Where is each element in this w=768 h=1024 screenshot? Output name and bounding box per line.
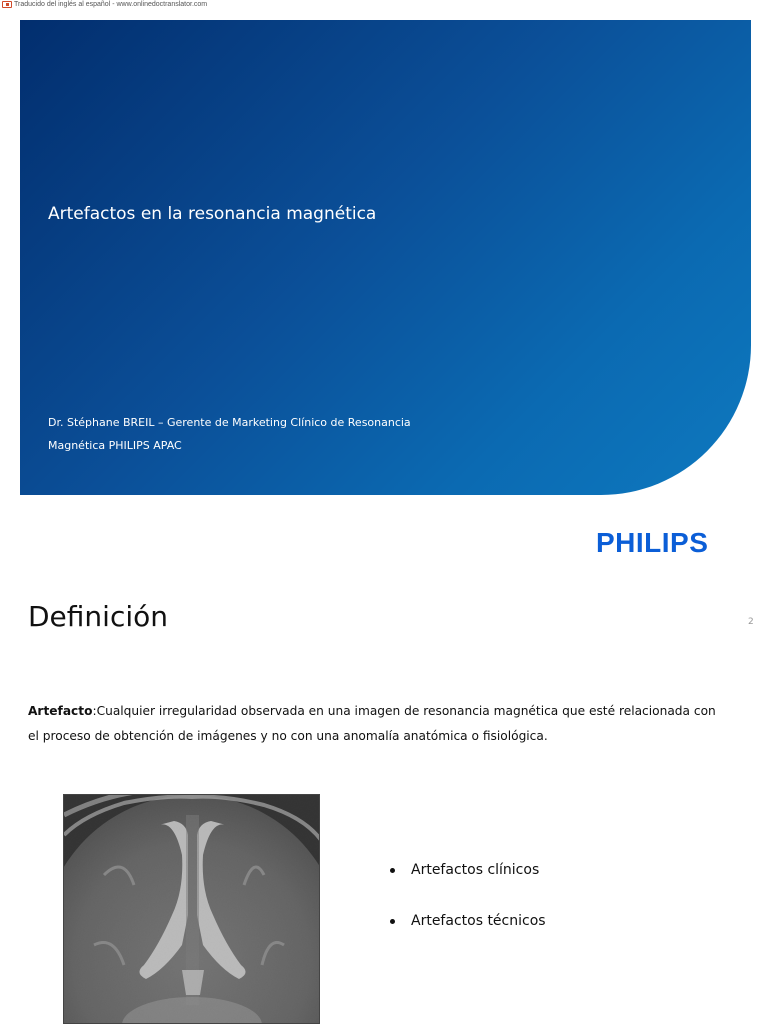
author-line-2: Magnética PHILIPS APAC bbox=[48, 439, 182, 452]
definition-paragraph bbox=[28, 699, 718, 749]
mri-brain-image bbox=[63, 794, 320, 1024]
presentation-title: Artefactos en la resonancia magnética bbox=[48, 204, 377, 224]
translator-banner-text: Traducido del inglés al español - www.onlinedoctranslator.com bbox=[14, 1, 208, 8]
page-number: 2 bbox=[748, 617, 754, 627]
bullet-icon bbox=[390, 868, 395, 873]
translate-icon bbox=[2, 1, 12, 8]
title-slide-panel bbox=[20, 20, 751, 495]
mri-brain-drawing bbox=[64, 795, 320, 1024]
author-info bbox=[48, 411, 468, 457]
definition-term: Artefacto bbox=[28, 704, 93, 718]
list-item bbox=[390, 913, 546, 964]
list-item bbox=[390, 862, 546, 913]
slide-title: Definición bbox=[28, 600, 168, 633]
bullet-icon bbox=[390, 919, 395, 924]
author-line-1: Dr. Stéphane BREIL – Gerente de Marketing Clínico de Resonancia bbox=[48, 416, 411, 429]
definition-text: :Cualquier irregularidad observada en una imagen de resonancia magnética que esté relacionada con el proceso de obtención de imágenes y no con una anomalía anatómica o fisiológica. bbox=[28, 704, 716, 743]
translator-banner[interactable] bbox=[2, 0, 207, 9]
philips-logo: PHILIPS bbox=[596, 527, 709, 558]
bullet-text: Artefactos técnicos bbox=[411, 913, 546, 929]
bullet-text: Artefactos clínicos bbox=[411, 862, 540, 878]
artifact-types-list bbox=[390, 862, 546, 964]
